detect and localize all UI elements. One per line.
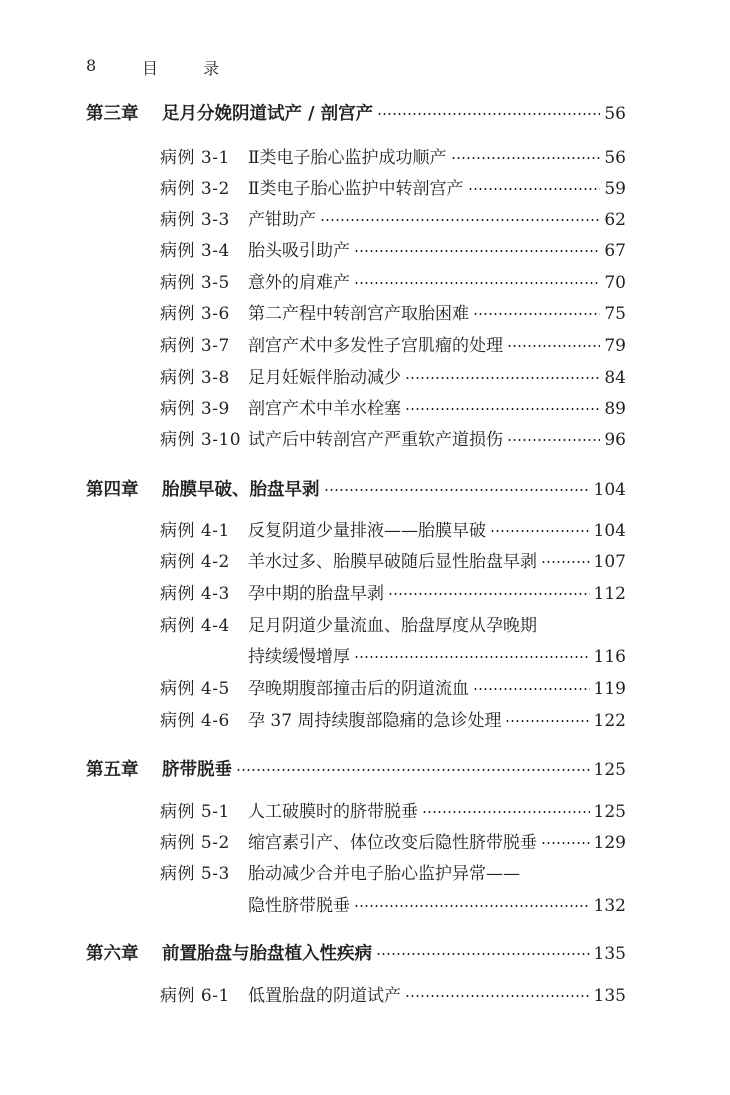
dot-leader: [377, 113, 600, 115]
page-reference: 104: [593, 480, 626, 500]
chapter-title: 胎膜早破、胎盘早剥: [162, 480, 320, 500]
case-title: 胎动减少合并电子胎心监护异常——: [248, 864, 520, 884]
toc-case-entry: [160, 613, 626, 639]
toc-case-entry: [160, 333, 626, 359]
case-title: 产钳助产: [248, 210, 316, 230]
page-reference: 122: [593, 711, 626, 731]
page-reference: 125: [593, 802, 626, 822]
case-number: 病例 3-1: [160, 148, 230, 168]
toc-case-entry: [248, 893, 626, 919]
case-number: 病例 3-3: [160, 210, 230, 230]
case-title: 缩宫素引产、体位改变后隐性脐带脱垂: [248, 833, 537, 853]
toc-case-entry: [160, 518, 626, 544]
dot-leader: [541, 842, 590, 844]
chapter-number: 第三章: [86, 104, 139, 124]
dot-leader: [507, 439, 600, 441]
case-title: 羊水过多、胎膜早破随后显性胎盘早剥: [248, 552, 537, 572]
chapter-title: 足月分娩阴道试产 / 剖宫产: [162, 104, 374, 124]
dot-leader: [324, 489, 590, 491]
page-reference: 104: [593, 521, 626, 541]
toc-case-entry: [160, 676, 626, 702]
chapter-title: 脐带脱垂: [162, 760, 232, 780]
page-reference: 89: [604, 399, 626, 419]
dot-leader: [354, 656, 590, 658]
case-title: 人工破膜时的脐带脱垂: [248, 802, 418, 822]
case-title: Ⅱ类电子胎心监护成功顺产: [248, 148, 447, 168]
dot-leader: [505, 720, 589, 722]
case-title: 剖宫产术中多发性子宫肌瘤的处理: [248, 336, 503, 356]
dot-leader: [354, 250, 600, 252]
page-reference: 135: [593, 986, 626, 1006]
dot-leader: [388, 593, 590, 595]
dot-leader: [422, 811, 590, 813]
page-header: [86, 56, 239, 79]
dot-leader: [236, 769, 590, 771]
toc-case-entry: [160, 176, 626, 202]
page-reference: 119: [593, 679, 626, 699]
page-reference: 132: [593, 896, 626, 916]
chapter-number: 第六章: [86, 944, 139, 964]
dot-leader: [354, 282, 600, 284]
case-number: 病例 3-5: [160, 273, 230, 293]
case-number: 病例 5-1: [160, 802, 230, 822]
page-reference: 84: [604, 368, 626, 388]
page-reference: 107: [593, 552, 626, 572]
toc-case-entry: [160, 427, 626, 453]
dot-leader: [405, 408, 600, 410]
page-reference: 67: [604, 241, 626, 261]
dot-leader: [473, 313, 600, 315]
case-number: 病例 4-1: [160, 521, 230, 541]
case-title: 孕 37 周持续腹部隐痛的急诊处理: [248, 711, 502, 731]
toc-case-entry: [160, 396, 626, 422]
case-title: 低置胎盘的阴道试产: [248, 986, 401, 1006]
toc-chapter-entry: [86, 941, 626, 967]
toc-chapter-entry: [86, 101, 626, 127]
case-number: 病例 4-3: [160, 584, 230, 604]
dot-leader: [405, 377, 600, 379]
page-title: 目 录: [142, 59, 240, 78]
toc-case-entry: [160, 581, 626, 607]
page-reference: 96: [604, 430, 626, 450]
case-number: 病例 3-6: [160, 304, 230, 324]
dot-leader: [376, 953, 590, 955]
case-number: 病例 5-3: [160, 864, 230, 884]
case-number: 病例 4-5: [160, 679, 230, 699]
case-title: 试产后中转剖宫产严重软产道损伤: [248, 430, 503, 450]
chapter-number: 第五章: [86, 760, 139, 780]
toc-case-entry: [160, 861, 626, 887]
case-number: 病例 4-2: [160, 552, 230, 572]
toc-chapter-entry: [86, 757, 626, 783]
toc-case-entry: [160, 830, 626, 856]
page-reference: 56: [604, 104, 626, 124]
chapter-title: 前置胎盘与胎盘植入性疾病: [162, 944, 372, 964]
case-number: 病例 4-6: [160, 711, 230, 731]
case-title: 孕晚期腹部撞击后的阴道流血: [248, 679, 469, 699]
case-title: 足月妊娠伴胎动减少: [248, 368, 401, 388]
dot-leader: [507, 345, 600, 347]
dot-leader: [473, 688, 590, 690]
toc-case-entry: [160, 270, 626, 296]
case-title: 意外的肩难产: [248, 273, 350, 293]
case-title: 孕中期的胎盘早剥: [248, 584, 384, 604]
dot-leader: [541, 561, 590, 563]
dot-leader: [320, 219, 600, 221]
case-number: 病例 4-4: [160, 616, 230, 636]
case-title: 第二产程中转剖宫产取胎困难: [248, 304, 469, 324]
case-number: 病例 3-4: [160, 241, 230, 261]
toc-chapter-entry: [86, 477, 626, 503]
case-title: 足月阴道少量流血、胎盘厚度从孕晚期: [248, 616, 537, 636]
dot-leader: [354, 905, 590, 907]
toc-case-entry: [160, 207, 626, 233]
toc-case-entry: [160, 365, 626, 391]
page-reference: 75: [604, 304, 626, 324]
page-reference: 135: [593, 944, 626, 964]
dot-leader: [490, 530, 590, 532]
toc-case-entry: [160, 799, 626, 825]
case-number: 病例 3-9: [160, 399, 230, 419]
page-reference: 116: [593, 647, 626, 667]
case-title: Ⅱ类电子胎心监护中转剖宫产: [248, 179, 464, 199]
case-title: 反复阴道少量排液——胎膜早破: [248, 521, 486, 541]
case-title: 剖宫产术中羊水栓塞: [248, 399, 401, 419]
page-reference: 56: [604, 148, 626, 168]
dot-leader: [468, 188, 601, 190]
toc-case-entry: [160, 708, 626, 734]
page-reference: 129: [593, 833, 626, 853]
chapter-number: 第四章: [86, 480, 139, 500]
dot-leader: [451, 157, 601, 159]
case-number: 病例 6-1: [160, 986, 230, 1006]
case-number: 病例 3-8: [160, 368, 230, 388]
page-reference: 62: [604, 210, 626, 230]
toc-case-entry: [248, 644, 626, 670]
page-number: 8: [86, 56, 97, 75]
page-reference: 112: [593, 584, 626, 604]
case-title: 胎头吸引助产: [248, 241, 350, 261]
case-number: 病例 3-2: [160, 179, 230, 199]
case-number: 病例 3-10: [160, 430, 242, 450]
page-reference: 59: [604, 179, 626, 199]
toc-case-entry: [160, 983, 626, 1009]
case-number: 病例 3-7: [160, 336, 230, 356]
case-number: 病例 5-2: [160, 833, 230, 853]
page-reference: 79: [604, 336, 626, 356]
toc-case-entry: [160, 145, 626, 171]
toc-case-entry: [160, 301, 626, 327]
page-reference: 125: [593, 760, 626, 780]
case-title: 隐性脐带脱垂: [248, 896, 350, 916]
case-title: 持续缓慢增厚: [248, 647, 350, 667]
toc-case-entry: [160, 549, 626, 575]
dot-leader: [405, 995, 590, 997]
toc-case-entry: [160, 238, 626, 264]
page-reference: 70: [604, 273, 626, 293]
